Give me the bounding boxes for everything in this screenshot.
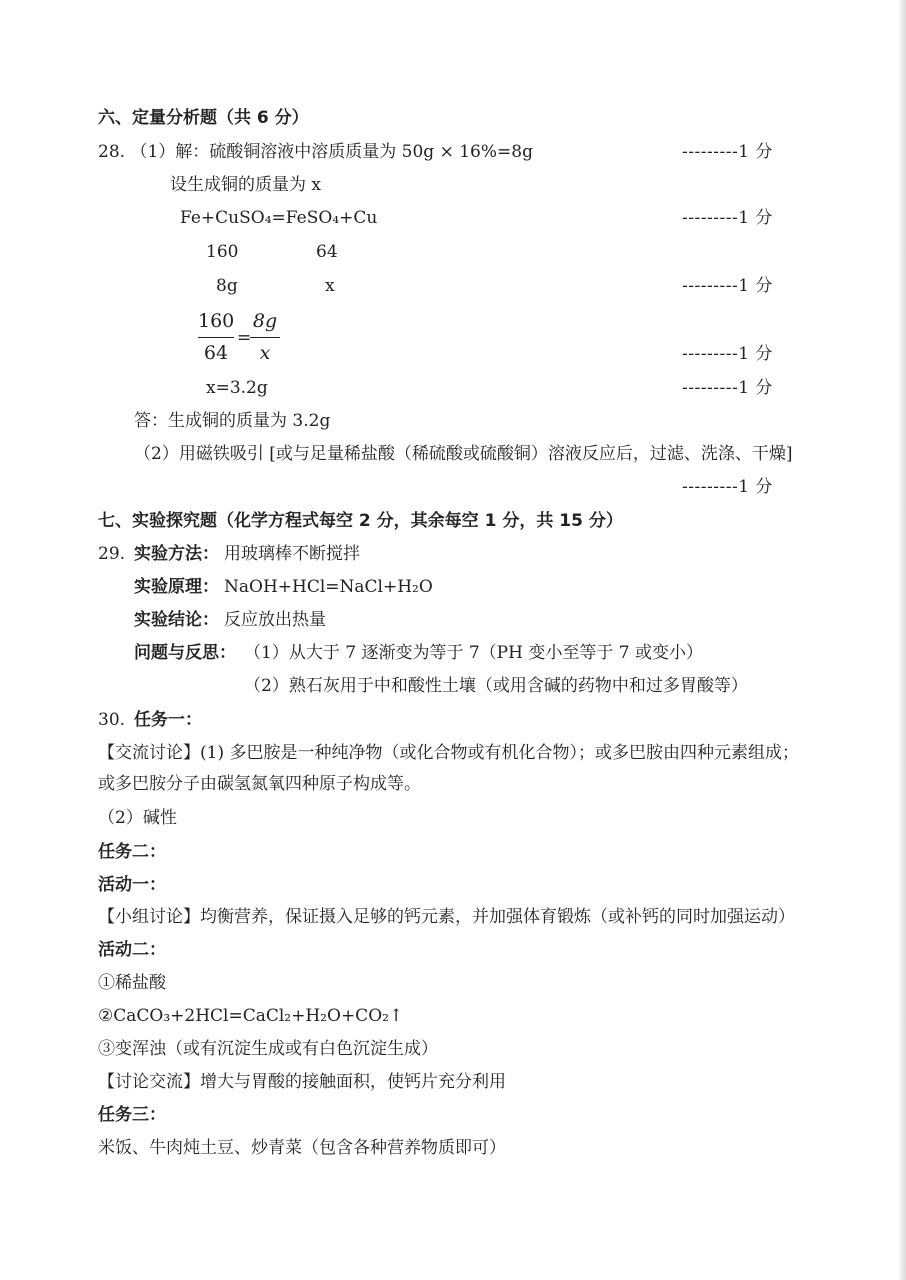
let-x-line: 设生成铜的质量为 x [170, 175, 321, 195]
group-discussion: 【小组讨论】均衡营养，保证摄入足够的钙元素，并加强体育锻炼（或补钙的同时加强运动） [98, 907, 795, 927]
unknown-x: x [325, 276, 335, 296]
molar-mass-160: 160 [206, 242, 239, 262]
frac-right-denominator: x [259, 342, 271, 364]
q29-number: 29. [98, 544, 126, 564]
fraction-bar [250, 337, 280, 338]
answer-line: 答：生成铜的质量为 3.2g [134, 411, 331, 431]
conclusion-label: 实验结论： [134, 610, 219, 630]
q30-number: 30. [98, 710, 126, 730]
task-1-heading: 任务一： [134, 710, 202, 730]
conclusion-text: 反应放出热量 [224, 610, 326, 630]
score-mark: ---------1 分 [682, 378, 773, 398]
frac-right-numerator: 8g [252, 310, 278, 332]
activity-2-item-3: ③变浑浊（或有沉淀生成或有白色沉淀生成） [98, 1039, 438, 1059]
score-mark: ---------1 分 [682, 276, 773, 296]
discussion-exchange: 【讨论交流】增大与胃酸的接触面积，使钙片充分利用 [98, 1072, 506, 1092]
activity-2-heading: 活动二： [98, 940, 166, 960]
principle-text: NaOH+HCl=NaCl+H₂O [224, 577, 433, 597]
principle-label: 实验原理： [134, 577, 219, 597]
section-6-title: 六、定量分析题（共 6 分） [98, 108, 309, 128]
molar-mass-64: 64 [316, 242, 338, 262]
score-mark: ---------1 分 [682, 477, 773, 497]
activity-2-item-1: ①稀盐酸 [98, 973, 166, 993]
method-label: 实验方法： [134, 544, 219, 564]
equals-sign: = [237, 328, 252, 348]
fraction-bar [198, 337, 234, 338]
score-mark: ---------1 分 [682, 208, 773, 228]
q28-line-1: 28. （1）解：硫酸铜溶液中溶质质量为 50g × 16%=8g [98, 142, 533, 162]
reflection-2: （2）熟石灰用于中和酸性土壤（或用含碱的药物中和过多胃酸等） [244, 676, 748, 696]
activity-2-item-2: ②CaCO₃+2HCl=CaCl₂+H₂O+CO₂↑ [98, 1006, 404, 1026]
discussion-line-2: 或多巴胺分子由碳氢氮氧四种原子构成等。 [98, 774, 421, 794]
score-mark: ---------1 分 [682, 142, 773, 162]
discussion-line-1: 【交流讨论】(1) 多巴胺是一种纯净物（或化合物或有机化合物）；或多巴胺由四种元素组成； [98, 743, 799, 763]
task-2-heading: 任务二： [98, 842, 166, 862]
section-7-title: 七、实验探究题（化学方程式每空 2 分，其余每空 1 分，共 15 分） [98, 511, 623, 531]
reflection-label: 问题与反思： [134, 643, 236, 663]
score-mark: ---------1 分 [682, 344, 773, 364]
task-3-answer: 米饭、牛肉炖土豆、炒青菜（包含各种营养物质即可） [98, 1138, 506, 1158]
alkaline-answer: （2）碱性 [98, 808, 177, 828]
task-3-heading: 任务三： [98, 1105, 166, 1125]
page-edge-shadow [898, 0, 906, 1280]
reflection-1: （1）从大于 7 逐渐变为等于 7（PH 变小至等于 7 或变小） [244, 643, 703, 663]
method-text: 用玻璃棒不断搅拌 [224, 544, 360, 564]
chemical-equation: Fe+CuSO₄=FeSO₄+Cu [180, 208, 378, 228]
frac-left-numerator: 160 [198, 310, 235, 332]
q28-part-2: （2）用磁铁吸引 [或与足量稀盐酸（稀硫酸或硫酸铜）溶液反应后，过滤、洗涤、干燥] [134, 444, 793, 464]
frac-left-denominator: 64 [203, 342, 229, 364]
mass-8g: 8g [216, 276, 238, 296]
activity-1-heading: 活动一： [98, 875, 166, 895]
result-line: x=3.2g [206, 378, 268, 398]
